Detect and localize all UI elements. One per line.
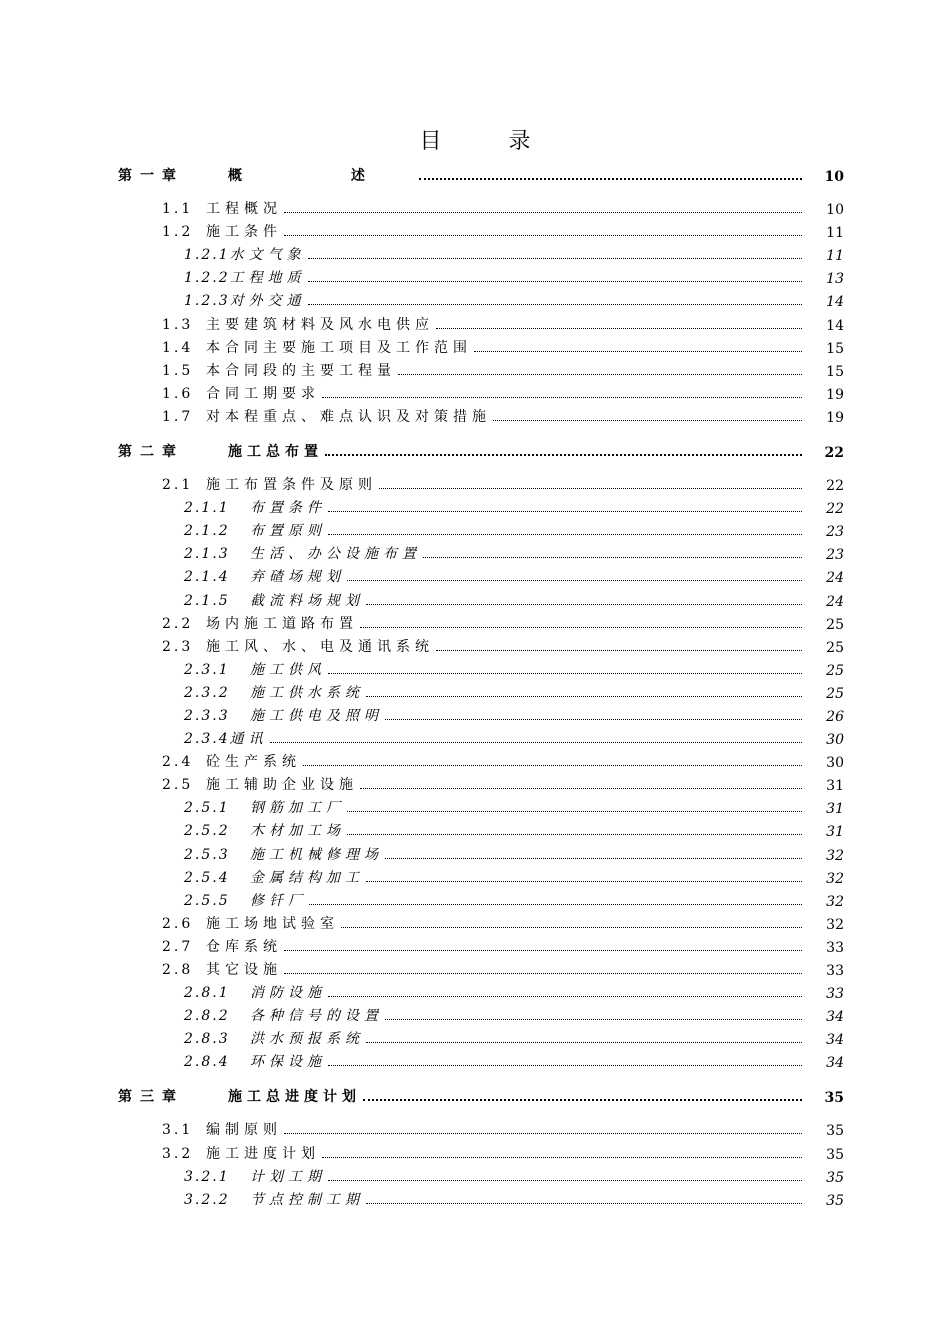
toc-dot-leader bbox=[284, 235, 802, 236]
toc-entry-heading bbox=[184, 497, 326, 517]
toc-entry-heading bbox=[162, 474, 377, 494]
toc-entry-number: 2.1.1 bbox=[184, 500, 230, 517]
toc-entry-number: 2.3.1 bbox=[184, 661, 230, 678]
toc-entry-heading bbox=[162, 913, 339, 933]
toc-page-number: 31 bbox=[826, 824, 844, 841]
toc-page-number: 25 bbox=[826, 685, 844, 702]
toc-entry-number: 2.2 bbox=[162, 615, 194, 632]
toc-section-entry[interactable] bbox=[118, 218, 844, 241]
table-of-contents bbox=[118, 160, 844, 1209]
toc-page-number: 15 bbox=[826, 363, 844, 380]
toc-entry-title: 施工辅助企业设施 bbox=[206, 777, 358, 794]
toc-entry-heading bbox=[162, 406, 491, 426]
toc-dot-leader bbox=[328, 511, 802, 512]
toc-entry-title: 场内施工道路布置 bbox=[206, 615, 358, 632]
toc-entry-heading bbox=[162, 221, 282, 241]
toc-subsection-entry[interactable] bbox=[118, 979, 844, 1002]
toc-dot-leader bbox=[436, 650, 802, 651]
toc-section-entry[interactable] bbox=[118, 310, 844, 333]
toc-page-number: 35 bbox=[826, 1146, 844, 1163]
toc-entry-heading bbox=[184, 682, 364, 702]
toc-page-number: 22 bbox=[824, 444, 844, 461]
toc-entry-heading bbox=[162, 959, 282, 979]
toc-entry-heading bbox=[184, 797, 345, 817]
toc-subsection-entry[interactable] bbox=[118, 840, 844, 863]
toc-dot-leader bbox=[328, 534, 802, 535]
toc-entry-heading bbox=[184, 1005, 383, 1025]
toc-entry-heading bbox=[162, 774, 358, 794]
toc-page-number: 32 bbox=[826, 847, 844, 864]
toc-page-number: 35 bbox=[824, 1090, 844, 1107]
toc-entry-title: 施工机械修理场 bbox=[250, 846, 383, 863]
toc-entry-number: 2.8.2 bbox=[184, 1008, 230, 1025]
toc-page-number: 10 bbox=[824, 169, 844, 185]
toc-entry-number: 3.2 bbox=[162, 1145, 194, 1162]
toc-entry-number: 2.8 bbox=[162, 962, 194, 978]
toc-dot-leader bbox=[385, 1019, 802, 1020]
toc-subsection-entry[interactable] bbox=[118, 517, 844, 540]
toc-section-entry[interactable] bbox=[118, 471, 844, 494]
toc-dot-leader bbox=[366, 604, 802, 605]
toc-page-number: 13 bbox=[826, 271, 844, 288]
toc-entry-number: 2.4 bbox=[162, 754, 194, 771]
toc-page-number: 35 bbox=[826, 1169, 844, 1186]
toc-entry-number: 2.7 bbox=[162, 938, 194, 955]
toc-section-entry[interactable] bbox=[118, 403, 844, 426]
toc-entry-heading bbox=[184, 543, 421, 563]
toc-subsection-entry[interactable] bbox=[118, 1186, 844, 1209]
toc-entry-heading bbox=[162, 198, 282, 218]
toc-entry-title: 修钎厂 bbox=[250, 892, 307, 909]
toc-dot-leader bbox=[328, 1065, 802, 1066]
toc-dot-leader bbox=[360, 788, 802, 789]
toc-entry-heading bbox=[162, 1143, 320, 1163]
toc-entry-title: 施工供风 bbox=[250, 661, 326, 678]
toc-dot-leader bbox=[303, 765, 802, 766]
toc-entry-title: 施工风、水、电及通讯系统 bbox=[206, 638, 434, 655]
toc-entry-title: 本合同段的主要工程量 bbox=[206, 362, 396, 379]
toc-page-number: 22 bbox=[826, 478, 844, 495]
toc-entry-heading bbox=[184, 659, 326, 679]
toc-entry-number: 2.3 bbox=[162, 638, 194, 655]
toc-entry-heading bbox=[184, 867, 364, 887]
toc-dot-leader bbox=[474, 351, 802, 352]
toc-entry-title: 消防设施 bbox=[250, 985, 326, 1002]
toc-page-number: 26 bbox=[826, 708, 844, 725]
toc-page-number: 34 bbox=[826, 1009, 844, 1026]
toc-dot-leader bbox=[308, 281, 802, 282]
toc-entry-title: 编制原则 bbox=[206, 1122, 282, 1139]
toc-section-entry[interactable] bbox=[118, 1139, 844, 1162]
toc-page-number: 14 bbox=[826, 317, 844, 334]
toc-entry-heading bbox=[184, 890, 307, 910]
toc-entry-number: 2.1.3 bbox=[184, 546, 230, 563]
toc-entry-heading bbox=[162, 337, 472, 357]
toc-subsection-entry[interactable] bbox=[118, 264, 844, 287]
toc-entry-number: 2.8.1 bbox=[184, 985, 230, 1002]
toc-entry-number: 第三章 bbox=[118, 1089, 184, 1106]
toc-subsection-entry[interactable] bbox=[118, 1002, 844, 1025]
toc-page-number: 34 bbox=[826, 1032, 844, 1049]
toc-section-entry[interactable] bbox=[118, 357, 844, 380]
toc-page-number: 31 bbox=[826, 801, 844, 818]
toc-entry-heading bbox=[118, 441, 323, 461]
toc-subsection-entry[interactable] bbox=[118, 817, 844, 840]
toc-entry-number: 1.2.2 bbox=[184, 270, 230, 287]
toc-entry-number: 3.2.2 bbox=[184, 1191, 230, 1208]
toc-entry-title: 施工进度计划 bbox=[206, 1145, 320, 1162]
toc-dot-leader bbox=[284, 973, 802, 974]
toc-entry-title: 各种信号的设置 bbox=[250, 1008, 383, 1025]
toc-entry-title: 工程地质 bbox=[229, 270, 306, 287]
toc-dot-leader bbox=[366, 1203, 802, 1204]
toc-entry-heading bbox=[184, 1189, 364, 1209]
toc-entry-number: 1.6 bbox=[162, 385, 194, 402]
toc-dot-leader bbox=[308, 258, 802, 259]
toc-page-number: 35 bbox=[826, 1123, 844, 1140]
toc-entry-title: 节点控制工期 bbox=[250, 1191, 364, 1208]
toc-entry-heading bbox=[184, 1051, 326, 1071]
toc-chapter-entry[interactable] bbox=[118, 1081, 844, 1106]
toc-dot-leader bbox=[328, 1180, 802, 1181]
toc-page-number: 25 bbox=[826, 616, 844, 633]
toc-dot-leader bbox=[347, 811, 802, 812]
toc-subsection-entry[interactable] bbox=[118, 864, 844, 887]
toc-subsection-entry[interactable] bbox=[118, 656, 844, 679]
toc-entry-number: 2.1.5 bbox=[184, 592, 230, 609]
toc-dot-leader bbox=[322, 1157, 802, 1158]
toc-page-number: 24 bbox=[826, 570, 844, 587]
toc-entry-number: 2.1 bbox=[162, 477, 194, 494]
toc-page-number: 10 bbox=[826, 202, 844, 219]
toc-entry-number: 1.2.1 bbox=[184, 247, 230, 264]
toc-chapter-entry[interactable] bbox=[118, 436, 844, 461]
toc-page-number: 33 bbox=[826, 939, 844, 956]
toc-dot-leader bbox=[385, 858, 802, 859]
toc-entry-heading bbox=[184, 590, 364, 610]
toc-chapter-entry[interactable] bbox=[118, 160, 844, 185]
toc-section-entry[interactable] bbox=[118, 771, 844, 794]
toc-subsection-entry[interactable] bbox=[118, 887, 844, 910]
toc-subsection-entry[interactable] bbox=[118, 287, 844, 310]
toc-entry-title: 施工条件 bbox=[206, 224, 282, 241]
toc-entry-title: 布置条件 bbox=[250, 500, 326, 517]
toc-entry-number: 2.1.4 bbox=[184, 569, 230, 586]
toc-entry-number: 2.8.4 bbox=[184, 1054, 230, 1071]
toc-entry-heading bbox=[118, 165, 417, 185]
toc-subsection-entry[interactable] bbox=[118, 794, 844, 817]
toc-entry-heading bbox=[184, 705, 383, 725]
toc-dot-leader bbox=[423, 557, 802, 558]
toc-page-number: 19 bbox=[826, 386, 844, 403]
toc-dot-leader bbox=[366, 881, 802, 882]
toc-entry-title: 施工供电及照明 bbox=[250, 707, 383, 724]
toc-section-entry[interactable] bbox=[118, 195, 844, 218]
toc-dot-leader bbox=[360, 627, 802, 628]
toc-entry-number: 2.6 bbox=[162, 915, 194, 932]
toc-entry-number: 2.5.3 bbox=[184, 846, 230, 863]
toc-entry-number: 2.5.5 bbox=[184, 892, 230, 909]
toc-entry-title: 环保设施 bbox=[250, 1054, 326, 1071]
toc-subsection-entry[interactable] bbox=[118, 563, 844, 586]
toc-dot-leader bbox=[325, 454, 802, 456]
toc-page-number: 32 bbox=[826, 870, 844, 887]
toc-entry-title: 截流料场规划 bbox=[250, 592, 364, 609]
toc-entry-number: 2.5.2 bbox=[184, 823, 230, 840]
toc-dot-leader bbox=[284, 950, 802, 951]
toc-page-number: 11 bbox=[826, 248, 844, 265]
toc-entry-number: 第二章 bbox=[118, 443, 184, 460]
toc-subsection-entry[interactable] bbox=[118, 494, 844, 517]
toc-entry-heading bbox=[184, 520, 326, 540]
toc-page-number: 32 bbox=[826, 893, 844, 910]
toc-entry-heading bbox=[184, 982, 326, 1002]
toc-entry-number: 2.3.3 bbox=[184, 707, 230, 724]
toc-entry-title: 木材加工场 bbox=[250, 823, 345, 840]
toc-page-number: 25 bbox=[826, 639, 844, 656]
toc-entry-title: 弃碴场规划 bbox=[250, 569, 345, 586]
toc-subsection-entry[interactable] bbox=[118, 586, 844, 609]
toc-entry-title: 金属结构加工 bbox=[250, 869, 364, 886]
toc-entry-number: 2.3.4 bbox=[184, 731, 230, 748]
toc-entry-number: 2.5.4 bbox=[184, 869, 230, 886]
toc-entry-title: 施工布置条件及原则 bbox=[206, 477, 377, 494]
toc-dot-leader bbox=[341, 927, 802, 928]
toc-entry-number: 3.2.1 bbox=[184, 1168, 230, 1185]
toc-entry-heading bbox=[162, 751, 301, 771]
toc-entry-number: 2.5 bbox=[162, 777, 194, 794]
toc-dot-leader bbox=[309, 904, 802, 905]
toc-entry-heading bbox=[162, 314, 434, 334]
toc-page-number: 14 bbox=[826, 294, 844, 311]
toc-title: 目 录 bbox=[419, 129, 561, 154]
toc-entry-heading bbox=[162, 360, 396, 380]
toc-entry-heading bbox=[162, 1119, 282, 1139]
toc-section-entry[interactable] bbox=[118, 933, 844, 956]
toc-entry-title: 生活、办公设施布置 bbox=[250, 546, 421, 563]
toc-entry-number: 2.1.2 bbox=[184, 523, 230, 540]
toc-section-entry[interactable] bbox=[118, 956, 844, 979]
toc-entry-heading bbox=[184, 267, 306, 287]
toc-entry-number: 1.4 bbox=[162, 339, 194, 356]
toc-dot-leader bbox=[436, 328, 802, 329]
toc-subsection-entry[interactable] bbox=[118, 725, 844, 748]
toc-section-entry[interactable] bbox=[118, 633, 844, 656]
toc-entry-title: 施工总进度计划 bbox=[228, 1089, 361, 1106]
toc-entry-number: 第一章 bbox=[118, 168, 184, 184]
toc-dot-leader bbox=[385, 719, 802, 720]
toc-page-number: 22 bbox=[826, 501, 844, 518]
toc-entry-title: 洪水预报系统 bbox=[250, 1031, 364, 1048]
toc-entry-title: 水文气象 bbox=[229, 247, 306, 264]
toc-entry-heading bbox=[184, 820, 345, 840]
toc-entry-title: 工程概况 bbox=[206, 201, 282, 218]
toc-page-number: 31 bbox=[826, 778, 844, 795]
toc-dot-leader bbox=[347, 834, 802, 835]
toc-page-number: 23 bbox=[826, 524, 844, 541]
toc-page-number: 30 bbox=[826, 732, 844, 749]
toc-section-entry[interactable] bbox=[118, 610, 844, 633]
toc-subsection-entry[interactable] bbox=[118, 679, 844, 702]
toc-entry-number: 2.8.3 bbox=[184, 1031, 230, 1048]
toc-entry-title: 钢筋加工厂 bbox=[250, 800, 345, 817]
toc-page-number: 11 bbox=[826, 225, 844, 242]
toc-entry-title: 其它设施 bbox=[206, 962, 282, 978]
toc-entry-title: 对外交通 bbox=[229, 293, 306, 310]
toc-section-entry[interactable] bbox=[118, 1116, 844, 1139]
toc-entry-heading bbox=[184, 844, 383, 864]
toc-entry-title: 本合同主要施工项目及工作范围 bbox=[206, 339, 472, 356]
toc-dot-leader bbox=[366, 1042, 802, 1043]
toc-page-number: 30 bbox=[826, 755, 844, 772]
toc-entry-title: 施工供水系统 bbox=[250, 684, 364, 701]
toc-entry-number: 2.3.2 bbox=[184, 684, 230, 701]
toc-entry-number: 1.1 bbox=[162, 201, 194, 218]
toc-entry-heading bbox=[184, 728, 268, 748]
toc-subsection-entry[interactable] bbox=[118, 1048, 844, 1071]
toc-dot-leader bbox=[379, 488, 802, 489]
toc-entry-title: 仓库系统 bbox=[206, 938, 282, 955]
toc-entry-number: 1.5 bbox=[162, 362, 194, 379]
toc-entry-heading bbox=[162, 936, 282, 956]
toc-section-entry[interactable] bbox=[118, 334, 844, 357]
toc-entry-heading bbox=[162, 613, 358, 633]
toc-dot-leader bbox=[328, 996, 802, 997]
toc-page-number: 15 bbox=[826, 340, 844, 357]
toc-dot-leader bbox=[398, 374, 802, 375]
toc-entry-number: 1.3 bbox=[162, 316, 194, 333]
toc-entry-title: 布置原则 bbox=[250, 523, 326, 540]
toc-entry-heading bbox=[162, 383, 320, 403]
toc-dot-leader bbox=[419, 178, 802, 180]
toc-entry-heading bbox=[118, 1086, 361, 1106]
toc-entry-title: 通讯 bbox=[229, 731, 268, 748]
toc-dot-leader bbox=[284, 1133, 802, 1134]
toc-page-number: 35 bbox=[826, 1192, 844, 1209]
toc-entry-title: 概 述 bbox=[228, 168, 417, 184]
toc-section-entry[interactable] bbox=[118, 748, 844, 771]
toc-dot-leader bbox=[366, 696, 802, 697]
toc-entry-number: 3.1 bbox=[162, 1122, 194, 1139]
toc-subsection-entry[interactable] bbox=[118, 1025, 844, 1048]
toc-entry-title: 合同工期要求 bbox=[206, 385, 320, 402]
toc-page-number: 24 bbox=[826, 593, 844, 610]
toc-page-number: 25 bbox=[826, 662, 844, 679]
toc-entry-heading bbox=[184, 290, 306, 310]
toc-dot-leader bbox=[308, 304, 802, 305]
toc-dot-leader bbox=[270, 742, 802, 743]
toc-entry-title: 对本程重点、难点认识及对策措施 bbox=[206, 408, 491, 425]
toc-entry-title: 计划工期 bbox=[250, 1168, 326, 1185]
toc-entry-title: 主要建筑材料及风水电供应 bbox=[206, 316, 434, 333]
toc-entry-title: 施工总布置 bbox=[228, 443, 323, 460]
toc-page-number: 33 bbox=[826, 963, 844, 979]
toc-dot-leader bbox=[347, 580, 802, 581]
toc-page-number: 32 bbox=[826, 916, 844, 933]
toc-entry-heading bbox=[162, 636, 434, 656]
toc-entry-number: 1.7 bbox=[162, 408, 194, 425]
toc-entry-heading bbox=[184, 566, 345, 586]
toc-subsection-entry[interactable] bbox=[118, 540, 844, 563]
toc-entry-number: 1.2 bbox=[162, 224, 194, 241]
toc-entry-number: 2.5.1 bbox=[184, 800, 230, 817]
toc-entry-heading bbox=[184, 244, 306, 264]
toc-dot-leader bbox=[322, 397, 802, 398]
toc-subsection-entry[interactable] bbox=[118, 702, 844, 725]
toc-dot-leader bbox=[493, 420, 802, 421]
toc-page-number: 19 bbox=[826, 409, 844, 426]
toc-entry-title: 砼生产系统 bbox=[206, 754, 301, 771]
toc-section-entry[interactable] bbox=[118, 910, 844, 933]
toc-page-number: 34 bbox=[826, 1055, 844, 1072]
toc-entry-title: 施工场地试验室 bbox=[206, 915, 339, 932]
toc-section-entry[interactable] bbox=[118, 380, 844, 403]
toc-dot-leader bbox=[328, 673, 802, 674]
toc-page-number: 23 bbox=[826, 547, 844, 564]
toc-subsection-entry[interactable] bbox=[118, 241, 844, 264]
toc-entry-heading bbox=[184, 1166, 326, 1186]
toc-subsection-entry[interactable] bbox=[118, 1163, 844, 1186]
toc-entry-heading bbox=[184, 1028, 364, 1048]
toc-page-number: 33 bbox=[826, 986, 844, 1003]
toc-entry-number: 1.2.3 bbox=[184, 293, 230, 310]
toc-dot-leader bbox=[363, 1099, 802, 1101]
toc-dot-leader bbox=[284, 212, 802, 213]
